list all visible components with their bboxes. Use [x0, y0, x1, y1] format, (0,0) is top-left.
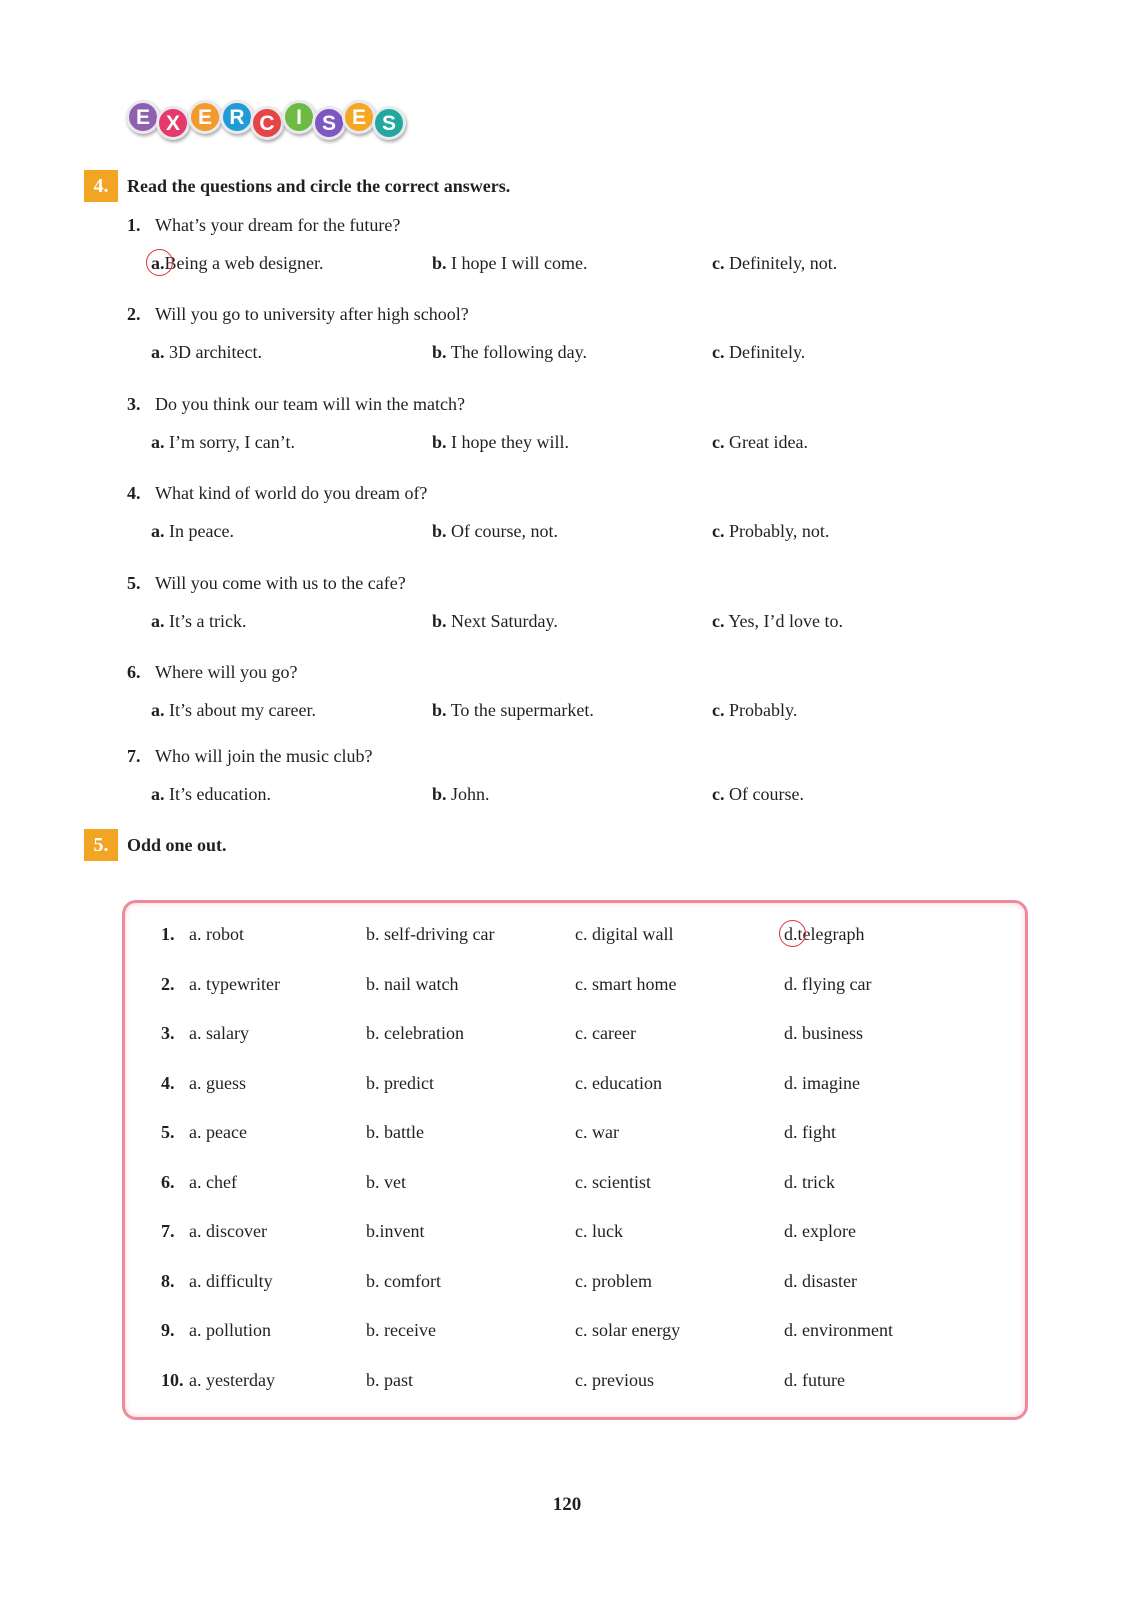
answer-option[interactable] — [712, 516, 829, 546]
exercise-5-number: 5. — [84, 829, 118, 861]
banner-letter-bubble: S — [372, 106, 406, 140]
option-letter: b. — [432, 700, 447, 720]
word-option[interactable]: b. past — [366, 1369, 413, 1390]
word-option[interactable]: a. discover — [189, 1221, 267, 1241]
option-text: Probably. — [724, 700, 798, 720]
word-option[interactable]: c. luck — [575, 1221, 623, 1241]
exercise-5-title: Odd one out. — [127, 834, 227, 855]
option-text: Of course. — [724, 784, 804, 804]
question-text: Who will join the music club? — [155, 746, 373, 766]
answer-circle-mark — [146, 249, 173, 276]
question-item — [127, 210, 1114, 278]
answer-option[interactable] — [151, 516, 234, 546]
page-number: 120 — [552, 1494, 582, 1515]
option-letter: a. — [151, 521, 165, 541]
odd-one-out-row — [125, 919, 1025, 949]
answer-option[interactable] — [151, 695, 316, 725]
word-option[interactable]: a. robot — [189, 924, 244, 944]
question-item — [127, 389, 1114, 457]
word-option[interactable]: b. celebration — [366, 1023, 464, 1043]
option-letter: a. — [151, 611, 165, 631]
word-option[interactable]: a. typewriter — [189, 973, 280, 994]
answer-option[interactable] — [432, 248, 587, 278]
option-text: 3D architect. — [164, 342, 262, 362]
word-option[interactable]: d. future — [784, 1369, 845, 1390]
answer-options — [127, 779, 1114, 809]
option-word: telegraph — [797, 924, 865, 944]
odd-one-out-row — [125, 969, 1025, 999]
word-option[interactable]: d. flying car — [784, 973, 872, 994]
answer-options — [127, 516, 1114, 546]
word-option[interactable]: c. problem — [575, 1270, 652, 1291]
exercises-banner — [126, 100, 426, 146]
question-line — [127, 657, 1114, 687]
option-letter: b. — [432, 432, 447, 452]
answer-option[interactable] — [712, 248, 837, 278]
option-letter: b. — [432, 784, 447, 804]
row-number: 7. — [161, 1221, 175, 1241]
row-number: 6. — [161, 1171, 175, 1192]
word-option[interactable]: c. solar energy — [575, 1320, 681, 1340]
answer-option[interactable] — [432, 606, 558, 636]
option-letter: b. — [432, 521, 447, 541]
question-line — [127, 741, 1114, 771]
option-letter: b. — [432, 342, 447, 362]
question-item — [127, 741, 1114, 809]
odd-one-out-row — [125, 1167, 1025, 1197]
option-text: I hope I will come. — [446, 253, 588, 273]
answer-option[interactable] — [432, 337, 587, 367]
word-option[interactable]: b. receive — [366, 1320, 436, 1340]
word-option[interactable]: b. predict — [366, 1072, 434, 1093]
row-number: 1. — [161, 924, 175, 944]
word-option[interactable]: c. career — [575, 1023, 636, 1043]
exercise-4-number: 4. — [84, 170, 118, 202]
banner-letter-bubble: X — [156, 106, 190, 140]
word-option[interactable]: c. education — [575, 1072, 662, 1093]
answer-options — [127, 695, 1114, 725]
row-number: 9. — [161, 1320, 175, 1340]
option-letter: b. — [432, 611, 447, 631]
word-option[interactable]: b. self-driving car — [366, 924, 495, 944]
row-number: 8. — [161, 1270, 175, 1291]
option-letter: c. — [712, 784, 725, 804]
word-option[interactable]: d. fight — [784, 1122, 836, 1142]
question-number: 5. — [127, 573, 141, 593]
word-option[interactable]: d. environment — [784, 1320, 893, 1340]
word-option[interactable]: b. battle — [366, 1122, 424, 1142]
word-option[interactable]: a. peace — [189, 1122, 247, 1142]
odd-one-out-row — [125, 1365, 1025, 1395]
option-letter: a. — [151, 784, 165, 804]
row-number: 10. — [161, 1369, 184, 1390]
option-letter: d. — [784, 924, 798, 944]
odd-one-out-row — [125, 1018, 1025, 1048]
word-option[interactable]: a. difficulty — [189, 1270, 273, 1291]
answer-option[interactable] — [151, 779, 271, 809]
option-text: Probably, not. — [724, 521, 830, 541]
question-text: What kind of world do you dream of? — [155, 483, 428, 503]
word-option[interactable]: c. smart home — [575, 973, 677, 994]
question-line — [127, 389, 1114, 419]
option-letter: a. — [151, 342, 165, 362]
word-option[interactable]: c. war — [575, 1122, 619, 1142]
option-letter: c. — [712, 253, 725, 273]
circled-answer — [784, 919, 798, 949]
option-text: In peace. — [164, 521, 234, 541]
question-number: 1. — [127, 215, 141, 235]
answer-option[interactable] — [432, 516, 558, 546]
row-number: 3. — [161, 1023, 175, 1043]
answer-circle-mark — [779, 920, 806, 947]
question-line — [127, 478, 1114, 508]
word-option[interactable]: d. trick — [784, 1171, 835, 1192]
answer-option[interactable] — [712, 606, 843, 636]
question-item — [127, 657, 1114, 725]
banner-letter-bubble: E — [126, 100, 160, 134]
word-option[interactable]: c. digital wall — [575, 924, 674, 944]
answer-options — [127, 248, 1114, 278]
word-option[interactable]: b.invent — [366, 1221, 425, 1241]
banner-letter-bubble: S — [312, 106, 346, 140]
option-text: To the supermarket. — [446, 700, 594, 720]
option-text: It’s education. — [164, 784, 271, 804]
exercise-5-heading — [84, 829, 227, 861]
word-option[interactable]: b. vet — [366, 1171, 406, 1192]
question-text: Where will you go? — [155, 662, 298, 682]
question-line — [127, 568, 1114, 598]
question-text: Do you think our team will win the match? — [155, 394, 465, 414]
question-item — [127, 568, 1114, 636]
option-letter: c. — [712, 521, 725, 541]
option-letter: c. — [712, 342, 725, 362]
word-option[interactable]: a. chef — [189, 1171, 237, 1192]
word-option[interactable]: d. explore — [784, 1221, 856, 1241]
answer-option[interactable] — [712, 779, 804, 809]
option-text: It’s about my career. — [164, 700, 316, 720]
answer-options — [127, 337, 1114, 367]
question-number: 4. — [127, 483, 141, 503]
option-text: Definitely, not. — [724, 253, 838, 273]
option-text: The following day. — [446, 342, 587, 362]
odd-one-out-row — [125, 1315, 1025, 1345]
word-option[interactable]: b. comfort — [366, 1270, 441, 1291]
answer-option[interactable] — [432, 695, 594, 725]
option-text: Great idea. — [724, 432, 808, 452]
word-option[interactable]: b. nail watch — [366, 973, 459, 994]
option-text: Definitely. — [724, 342, 806, 362]
option-letter: c. — [712, 432, 725, 452]
option-text: Yes, I’d love to. — [724, 611, 844, 631]
option-letter: b. — [432, 253, 447, 273]
word-option[interactable]: a. yesterday — [189, 1369, 275, 1390]
banner-letter-bubble: R — [220, 100, 254, 134]
answer-option[interactable] — [432, 779, 490, 809]
word-option[interactable]: a. pollution — [189, 1320, 271, 1340]
answer-option[interactable] — [712, 427, 808, 457]
word-option[interactable]: d. disaster — [784, 1270, 857, 1291]
row-number: 4. — [161, 1072, 175, 1093]
odd-one-out-row — [125, 1266, 1025, 1296]
exercise-4-heading — [84, 170, 510, 202]
word-option[interactable]: d. imagine — [784, 1072, 860, 1093]
question-text: Will you go to university after high school? — [155, 304, 469, 324]
option-text: John. — [446, 784, 490, 804]
question-number: 3. — [127, 394, 141, 414]
odd-one-out-row — [125, 1117, 1025, 1147]
row-number: 5. — [161, 1122, 175, 1142]
answer-option[interactable] — [151, 606, 246, 636]
answer-option[interactable] — [151, 427, 295, 457]
exercise-4-title: Read the questions and circle the correct answers. — [127, 175, 511, 196]
banner-letter-bubble: I — [282, 100, 316, 134]
question-number: 7. — [127, 746, 141, 766]
question-number: 6. — [127, 662, 141, 682]
circled-answer — [151, 248, 165, 278]
word-option[interactable]: d. business — [784, 1023, 864, 1043]
option-text: Next Saturday. — [446, 611, 558, 631]
question-item — [127, 478, 1114, 546]
answer-options — [127, 606, 1114, 636]
odd-one-out-row — [125, 1216, 1025, 1246]
answer-option[interactable] — [712, 337, 805, 367]
option-letter: a. — [151, 700, 165, 720]
answer-option[interactable] — [712, 695, 797, 725]
question-item — [127, 299, 1114, 367]
option-text: Being a web designer. — [164, 253, 324, 273]
row-number: 2. — [161, 973, 175, 994]
option-letter: a. — [151, 253, 165, 273]
option-text: I’m sorry, I can’t. — [164, 432, 295, 452]
option-text: It’s a trick. — [164, 611, 247, 631]
word-option[interactable]: a. guess — [189, 1072, 246, 1093]
banner-letter-bubble: E — [188, 100, 222, 134]
option-text: Of course, not. — [446, 521, 558, 541]
option-letter: c. — [712, 611, 725, 631]
option-letter: a. — [151, 432, 165, 452]
answer-option[interactable] — [151, 248, 323, 278]
word-option[interactable] — [784, 919, 864, 949]
banner-letter-bubble: C — [250, 106, 284, 140]
word-option[interactable]: c. scientist — [575, 1171, 651, 1192]
answer-options — [127, 427, 1114, 457]
answer-option[interactable] — [151, 337, 262, 367]
odd-one-out-box — [122, 900, 1028, 1420]
word-option[interactable]: a. salary — [189, 1023, 249, 1043]
answer-option[interactable] — [432, 427, 569, 457]
question-line — [127, 210, 1114, 240]
question-line — [127, 299, 1114, 329]
option-text: I hope they will. — [446, 432, 569, 452]
banner-letter-bubble: E — [342, 100, 376, 134]
word-option[interactable]: c. previous — [575, 1369, 654, 1390]
question-text: Will you come with us to the cafe? — [155, 573, 406, 593]
option-letter: c. — [712, 700, 725, 720]
question-number: 2. — [127, 304, 141, 324]
odd-one-out-row — [125, 1068, 1025, 1098]
question-text: What’s your dream for the future? — [155, 215, 401, 235]
